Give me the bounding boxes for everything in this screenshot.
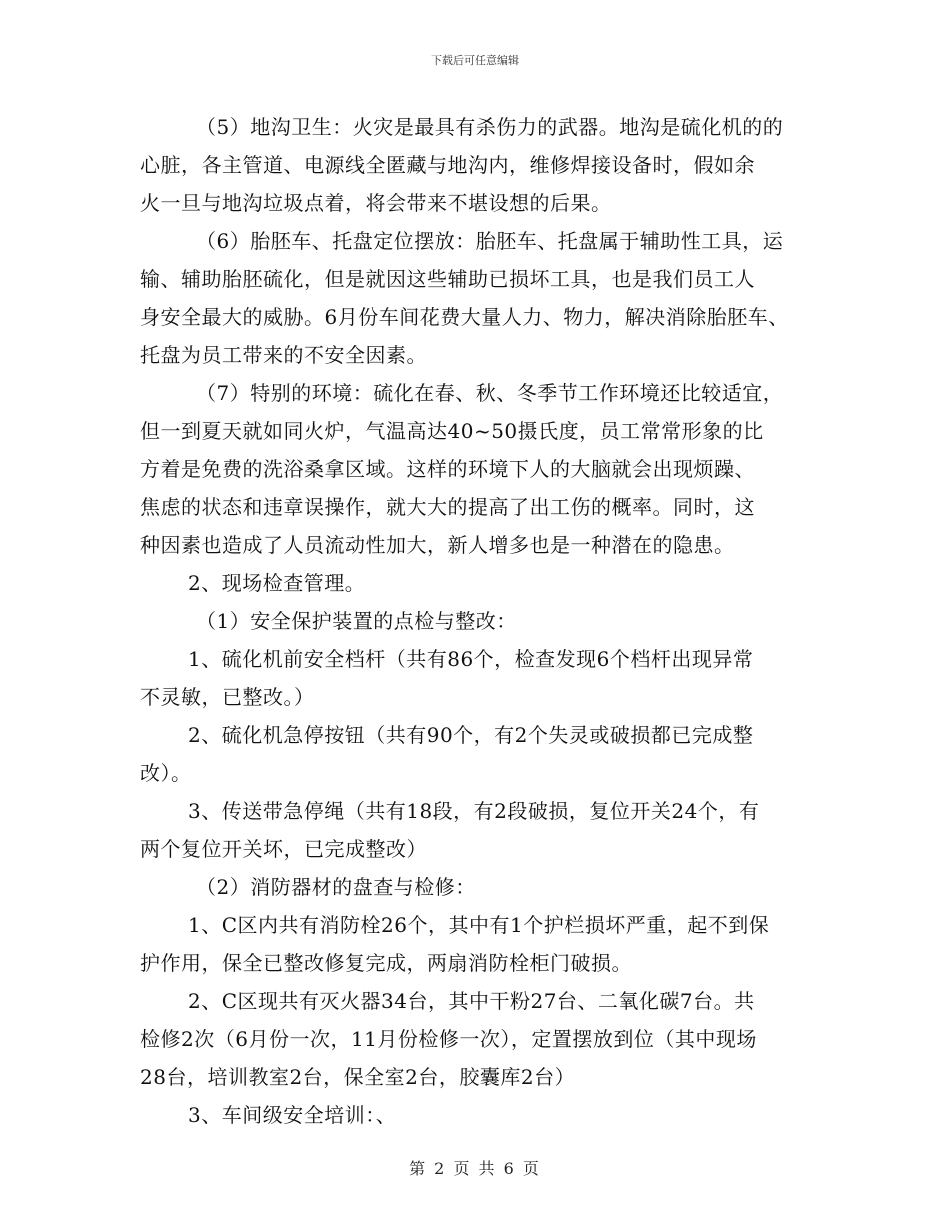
paragraph-line: 心脏，各主管道、电源线全匿藏与地沟内，维修焊接设备时，假如余: [140, 153, 755, 177]
paragraph-line: 改）。: [140, 761, 192, 785]
paragraph-line: （7）特别的环境：硫化在春、秋、冬季节工作环境还比较适宜，: [196, 381, 784, 405]
paragraph-line: 不灵敏，已整改。）: [140, 685, 315, 709]
paragraph-line: 焦虑的状态和违章误操作，就大大的提高了出工伤的概率。同时，这: [140, 495, 755, 519]
page-number: 第 2 页 共 6 页: [409, 1159, 541, 1178]
paragraph-line: 身安全最大的威胁。6月份车间花费大量人力、物力，解决消除胎胚车、: [140, 305, 789, 329]
paragraph-line: 输、辅助胎胚硫化，但是就因这些辅助已损坏工具，也是我们员工人: [140, 267, 755, 291]
paragraph-line: 2、C区现共有灭火器34台，其中干粉27台、二氧化碳7台。共: [188, 989, 755, 1013]
paragraph-line: 两个复位开关坏，已完成整改）: [140, 837, 427, 861]
page-header-note: 下载后可任意编辑: [431, 54, 519, 67]
paragraph-line: 种因素也造成了人员流动性加大，新人增多也是一种潜在的隐患。: [140, 533, 735, 557]
paragraph-line: 1、C区内共有消防栓26个，其中有1个护栏损坏严重，起不到保: [188, 913, 770, 937]
paragraph-line: 护作用，保全已整改修复完成，两扇消防栓柜门破损。: [140, 951, 632, 975]
paragraph-line: （1）安全保护装置的点检与整改：: [196, 609, 517, 633]
paragraph-line: 但一到夏天就如同火炉，气温高达40~50摄氏度，员工常常形象的比: [140, 419, 764, 443]
document-body: [140, 108, 820, 1134]
paragraph-line: （5）地沟卫生：火灾是最具有杀伤力的武器。地沟是硫化机的的: [196, 115, 784, 139]
paragraph-line: 2、硫化机急停按钮（共有90个，有2个失灵或破损都已完成整: [188, 723, 754, 747]
paragraph-line: 3、车间级安全培训：、: [188, 1103, 397, 1127]
paragraph-line: 检修2次（6月份一次，11月份检修一次），定置摆放到位（其中现场: [140, 1027, 757, 1051]
paragraph-line: 方着是免费的洗浴桑拿区域。这样的环境下人的大脑就会出现烦躁、: [140, 457, 755, 481]
paragraph-line: 2、现场检查管理。: [188, 571, 366, 595]
paragraph-line: 托盘为员工带来的不安全因素。: [140, 343, 427, 367]
paragraph-line: 1、硫化机前安全档杆（共有86个，检查发现6个档杆出现异常: [188, 647, 754, 671]
paragraph-line: 3、传送带急停绳（共有18段，有2段破损，复位开关24个，有: [188, 799, 760, 823]
paragraph-line: （2）消防器材的盘查与检修：: [196, 875, 476, 899]
paragraph-line: 28台，培训教室2台，保全室2台，胶囊库2台）: [140, 1065, 576, 1089]
paragraph-line: （6）胎胚车、托盘定位摆放：胎胚车、托盘属于辅助性工具，运: [196, 229, 784, 253]
paragraph-line: 火一旦与地沟垃圾点着，将会带来不堪设想的后果。: [140, 191, 612, 215]
